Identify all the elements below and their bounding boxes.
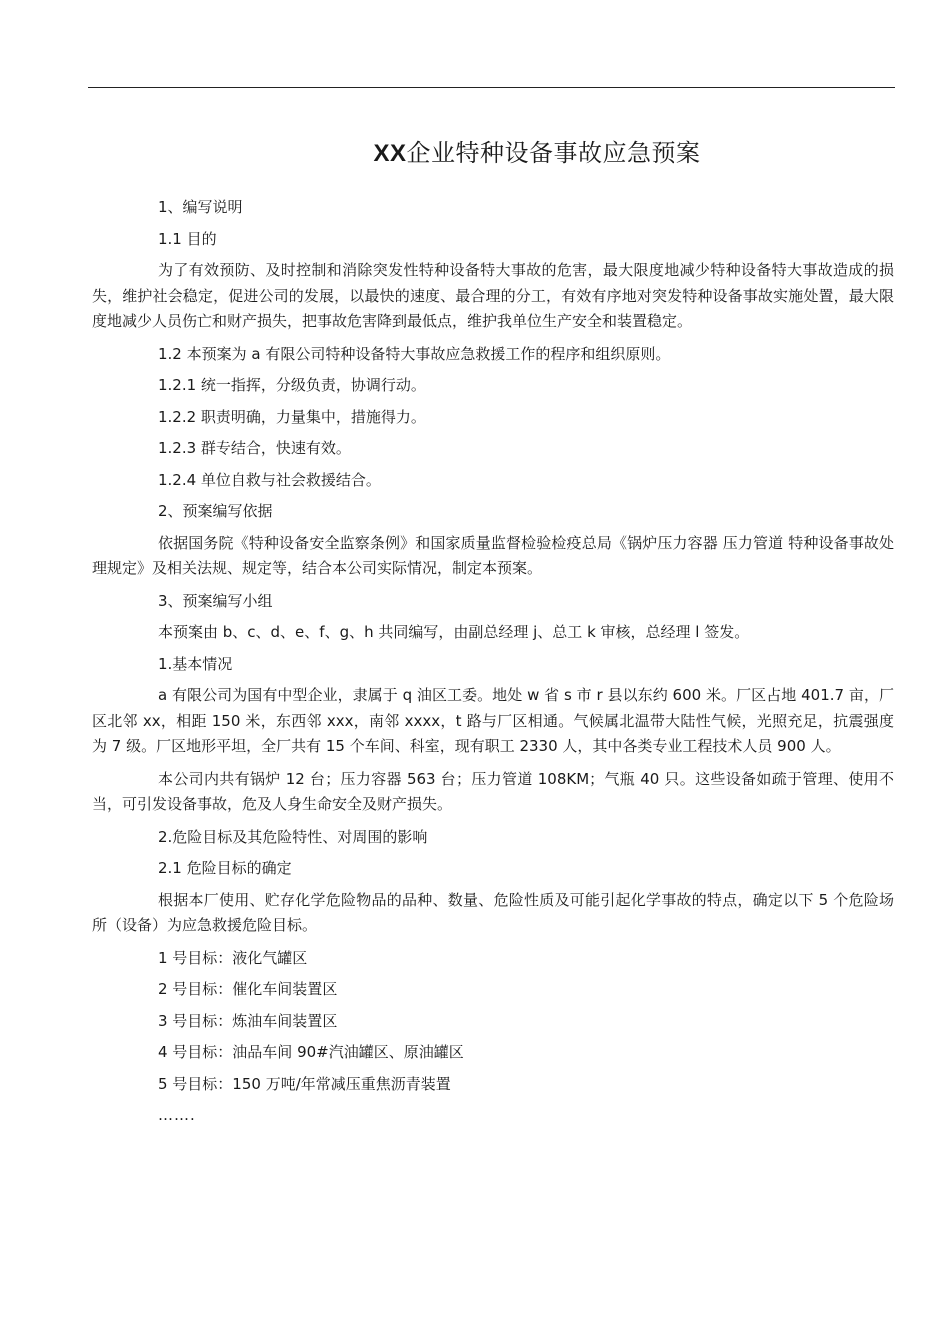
- hazard-heading: 2.危险目标及其危险特性、对周围的影响: [158, 827, 428, 846]
- ellipsis-line: …….: [158, 1106, 196, 1124]
- target-item-4: 4 号目标：油品车间 90#汽油罐区、原油罐区: [158, 1043, 464, 1061]
- target-item-2: 2 号目标：催化车间装置区: [158, 980, 338, 998]
- section-heading-3: 3、预案编写小组: [158, 591, 273, 610]
- title-prefix: XX: [373, 140, 407, 167]
- basic-info-heading: 1.基本情况: [158, 654, 233, 673]
- header-rule: [88, 87, 895, 88]
- hazard-subheading: 2.1 危险目标的确定: [158, 859, 292, 877]
- clause-1-2: 1.2 本预案为 a 有限公司特种设备特大事故应急救援工作的程序和组织原则。: [158, 344, 671, 363]
- authors-paragraph: 本预案由 b、c、d、e、f、g、h 共同编写，由副总经理 j、总工 k 审核，总经理 l 签发。: [158, 623, 750, 641]
- basis-paragraph: 依据国务院《特种设备安全监察条例》和国家质量监督检验检疫总局《锅炉压力容器 压力管道 特种设备事故处理规定》及相关法规、规定等，结合本公司实际情况，制定本预案。: [92, 533, 894, 577]
- target-item-1: 1 号目标：液化气罐区: [158, 948, 308, 967]
- clause-1-2-1: 1.2.1 统一指挥，分级负责，协调行动。: [158, 376, 426, 394]
- purpose-paragraph: 为了有效预防、及时控制和消除突发性特种设备特大事故的危害，最大限度地减少特种设备特大事故造成的损失，维护社会稳定，促进公司的发展，以最快的速度、最合理的分工，有效有序地对突发特种设备事故实施处置，最大限度地减少人员伤亡和财产损失，把事故危害降到最低点，维护我单位生产安全和装置稳定。: [92, 261, 894, 330]
- section-heading-2: 2、预案编写依据: [158, 502, 273, 520]
- clause-1-2-2: 1.2.2 职责明确，力量集中，措施得力。: [158, 407, 426, 426]
- equipment-paragraph: 本公司内共有锅炉 12 台；压力容器 563 台；压力管道 108KM；气瓶 40 只。这些设备如疏于管理、使用不当，可引发设备事故，危及人身生命安全及财产损失。: [92, 769, 894, 813]
- clause-1-2-3: 1.2.3 群专结合，快速有效。: [158, 439, 351, 457]
- company-info-paragraph: a 有限公司为国有中型企业，隶属于 q 油区工委。地处 w 省 s 市 r 县以东约 600 米。厂区占地 401.7 亩，厂区北邻 xx，相距 150 米，东西邻 xxx，南邻 xxxx，t 路与厂区相通。气候属北温带大陆性气候，光照充足，抗震强度为 7 级。厂区地形平坦，全厂共有 15 个车间、科室，现有职工 2330 人，其中各类专业工程技术人员 900 人。: [92, 686, 894, 755]
- target-item-3: 3 号目标：炼油车间装置区: [158, 1011, 338, 1030]
- section-heading-1: 1、编写说明: [158, 198, 243, 216]
- hazard-determination-paragraph: 根据本厂使用、贮存化学危险物品的品种、数量、危险性质及可能引起化学事故的特点，确定以下 5 个危险场所（设备）为应急救援危险目标。: [92, 890, 894, 934]
- title-text: 企业特种设备事故应急预案: [406, 139, 701, 167]
- document-title: [88, 136, 950, 171]
- subsection-heading-1-1: 1.1 目的: [158, 229, 217, 248]
- document-body: [92, 192, 894, 1135]
- clause-1-2-4: 1.2.4 单位自救与社会救援结合。: [158, 470, 381, 489]
- target-item-5: 5 号目标：150 万吨/年常减压重焦沥青装置: [158, 1074, 451, 1093]
